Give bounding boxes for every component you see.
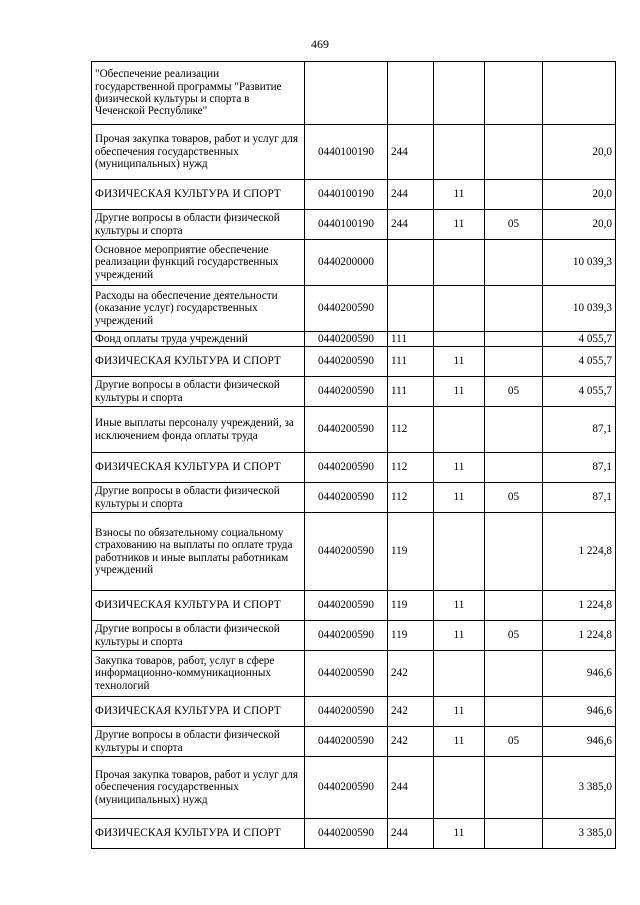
cell-target-code: 0440100190 (305, 180, 388, 210)
cell-name: ФИЗИЧЕСКАЯ КУЛЬТУРА И СПОРТ (92, 453, 305, 483)
cell-expense-type: 111 (388, 347, 434, 377)
cell-subsection: 05 (485, 727, 543, 757)
cell-target-code: 0440200000 (305, 240, 388, 286)
cell-sum: 3 385,0 (543, 819, 616, 849)
cell-sum: 1 224,8 (543, 591, 616, 621)
cell-expense-type: 244 (388, 210, 434, 240)
cell-sum: 87,1 (543, 453, 616, 483)
cell-subsection (485, 286, 543, 332)
budget-table (91, 61, 616, 849)
table-row (92, 591, 616, 621)
cell-subsection (485, 453, 543, 483)
table-row (92, 453, 616, 483)
cell-name: Прочая закупка товаров, работ и услуг для обеспечения государственных (муниципальных) нужд (92, 125, 305, 180)
cell-subsection (485, 407, 543, 453)
cell-section: 11 (434, 453, 485, 483)
cell-section (434, 62, 485, 125)
cell-subsection (485, 513, 543, 591)
cell-section: 11 (434, 591, 485, 621)
cell-expense-type: 242 (388, 697, 434, 727)
cell-expense-type (388, 240, 434, 286)
cell-target-code: 0440200590 (305, 332, 388, 347)
cell-sum: 3 385,0 (543, 757, 616, 819)
cell-target-code: 0440200590 (305, 757, 388, 819)
cell-target-code: 0440200590 (305, 697, 388, 727)
table-row (92, 697, 616, 727)
cell-section: 11 (434, 819, 485, 849)
cell-target-code: 0440200590 (305, 651, 388, 697)
cell-subsection (485, 591, 543, 621)
cell-subsection (485, 757, 543, 819)
cell-name: Фонд оплаты труда учреждений (92, 332, 305, 347)
cell-name: ФИЗИЧЕСКАЯ КУЛЬТУРА И СПОРТ (92, 180, 305, 210)
cell-sum: 946,6 (543, 697, 616, 727)
cell-section: 11 (434, 180, 485, 210)
cell-name: Другие вопросы в области физической культуры и спорта (92, 727, 305, 757)
cell-section (434, 407, 485, 453)
table-row (92, 483, 616, 513)
cell-target-code: 0440200590 (305, 483, 388, 513)
table-row (92, 332, 616, 347)
cell-subsection (485, 347, 543, 377)
cell-subsection (485, 697, 543, 727)
cell-section: 11 (434, 377, 485, 407)
cell-target-code: 0440200590 (305, 407, 388, 453)
cell-expense-type: 242 (388, 727, 434, 757)
cell-expense-type: 112 (388, 483, 434, 513)
cell-target-code: 0440200590 (305, 377, 388, 407)
cell-subsection (485, 180, 543, 210)
table-row (92, 407, 616, 453)
cell-target-code: 0440200590 (305, 347, 388, 377)
cell-section: 11 (434, 697, 485, 727)
cell-section: 11 (434, 621, 485, 651)
cell-target-code: 0440100190 (305, 210, 388, 240)
cell-section (434, 757, 485, 819)
cell-section (434, 240, 485, 286)
cell-target-code: 0440200590 (305, 621, 388, 651)
cell-expense-type: 244 (388, 757, 434, 819)
cell-expense-type: 242 (388, 651, 434, 697)
cell-sum: 4 055,7 (543, 347, 616, 377)
cell-section: 11 (434, 727, 485, 757)
cell-name: Другие вопросы в области физической культуры и спорта (92, 377, 305, 407)
cell-name: ФИЗИЧЕСКАЯ КУЛЬТУРА И СПОРТ (92, 591, 305, 621)
cell-section (434, 651, 485, 697)
cell-expense-type (388, 286, 434, 332)
cell-sum: 4 055,7 (543, 332, 616, 347)
cell-name: Другие вопросы в области физической культуры и спорта (92, 621, 305, 651)
cell-sum: 1 224,8 (543, 513, 616, 591)
cell-name: Прочая закупка товаров, работ и услуг для обеспечения государственных (муниципальных) нужд (92, 757, 305, 819)
cell-target-code: 0440200590 (305, 591, 388, 621)
cell-sum: 87,1 (543, 407, 616, 453)
cell-section: 11 (434, 347, 485, 377)
cell-sum: 4 055,7 (543, 377, 616, 407)
cell-section: 11 (434, 483, 485, 513)
cell-subsection: 05 (485, 483, 543, 513)
cell-name: ФИЗИЧЕСКАЯ КУЛЬТУРА И СПОРТ (92, 697, 305, 727)
cell-expense-type (388, 62, 434, 125)
cell-expense-type: 244 (388, 125, 434, 180)
cell-sum (543, 62, 616, 125)
cell-sum: 20,0 (543, 180, 616, 210)
table-row (92, 757, 616, 819)
cell-name: Другие вопросы в области физической культуры и спорта (92, 210, 305, 240)
table-row (92, 377, 616, 407)
cell-expense-type: 111 (388, 377, 434, 407)
cell-name: Расходы на обеспечение деятельности (оказание услуг) государственных учреждений (92, 286, 305, 332)
table-row (92, 210, 616, 240)
cell-section: 11 (434, 210, 485, 240)
cell-sum: 20,0 (543, 210, 616, 240)
cell-section (434, 513, 485, 591)
table-row (92, 62, 616, 125)
cell-name: ФИЗИЧЕСКАЯ КУЛЬТУРА И СПОРТ (92, 819, 305, 849)
table-row (92, 240, 616, 286)
table-row (92, 347, 616, 377)
cell-expense-type: 119 (388, 591, 434, 621)
cell-target-code: 0440200590 (305, 819, 388, 849)
cell-subsection (485, 332, 543, 347)
table-row (92, 727, 616, 757)
table-row (92, 651, 616, 697)
cell-target-code: 0440200590 (305, 513, 388, 591)
table-row (92, 286, 616, 332)
cell-name: ФИЗИЧЕСКАЯ КУЛЬТУРА И СПОРТ (92, 347, 305, 377)
table-row (92, 180, 616, 210)
cell-subsection (485, 125, 543, 180)
cell-subsection (485, 240, 543, 286)
cell-expense-type: 112 (388, 453, 434, 483)
cell-target-code: 0440200590 (305, 286, 388, 332)
cell-subsection: 05 (485, 621, 543, 651)
cell-sum: 1 224,8 (543, 621, 616, 651)
table-row (92, 819, 616, 849)
cell-name: Основное мероприятие обеспечение реализации функций государственных учреждений (92, 240, 305, 286)
cell-sum: 10 039,3 (543, 286, 616, 332)
cell-sum: 20,0 (543, 125, 616, 180)
cell-subsection: 05 (485, 210, 543, 240)
table-row (92, 513, 616, 591)
table-row (92, 621, 616, 651)
cell-target-code: 0440100190 (305, 125, 388, 180)
cell-expense-type: 119 (388, 621, 434, 651)
table-row (92, 125, 616, 180)
cell-section (434, 332, 485, 347)
budget-table-body (92, 62, 616, 849)
cell-name: Другие вопросы в области физической культуры и спорта (92, 483, 305, 513)
cell-subsection (485, 62, 543, 125)
cell-expense-type: 119 (388, 513, 434, 591)
page-number: 469 (311, 37, 329, 51)
cell-section (434, 286, 485, 332)
cell-target-code: 0440200590 (305, 453, 388, 483)
cell-name: "Обеспечение реализации государственной программы "Развитие физической культуры и спорта в Чеченской Республике" (92, 62, 305, 125)
cell-target-code: 0440200590 (305, 727, 388, 757)
cell-expense-type: 244 (388, 180, 434, 210)
cell-expense-type: 111 (388, 332, 434, 347)
cell-subsection (485, 819, 543, 849)
cell-sum: 946,6 (543, 651, 616, 697)
cell-section (434, 125, 485, 180)
cell-name: Закупка товаров, работ, услуг в сфере информационно-коммуникационных технологий (92, 651, 305, 697)
cell-sum: 87,1 (543, 483, 616, 513)
cell-subsection: 05 (485, 377, 543, 407)
cell-sum: 10 039,3 (543, 240, 616, 286)
cell-name: Иные выплаты персоналу учреждений, за исключением фонда оплаты труда (92, 407, 305, 453)
cell-expense-type: 244 (388, 819, 434, 849)
cell-sum: 946,6 (543, 727, 616, 757)
cell-target-code (305, 62, 388, 125)
cell-name: Взносы по обязательному социальному страхованию на выплаты по оплате труда работников и иные выплаты работникам учреждений (92, 513, 305, 591)
cell-subsection (485, 651, 543, 697)
cell-expense-type: 112 (388, 407, 434, 453)
